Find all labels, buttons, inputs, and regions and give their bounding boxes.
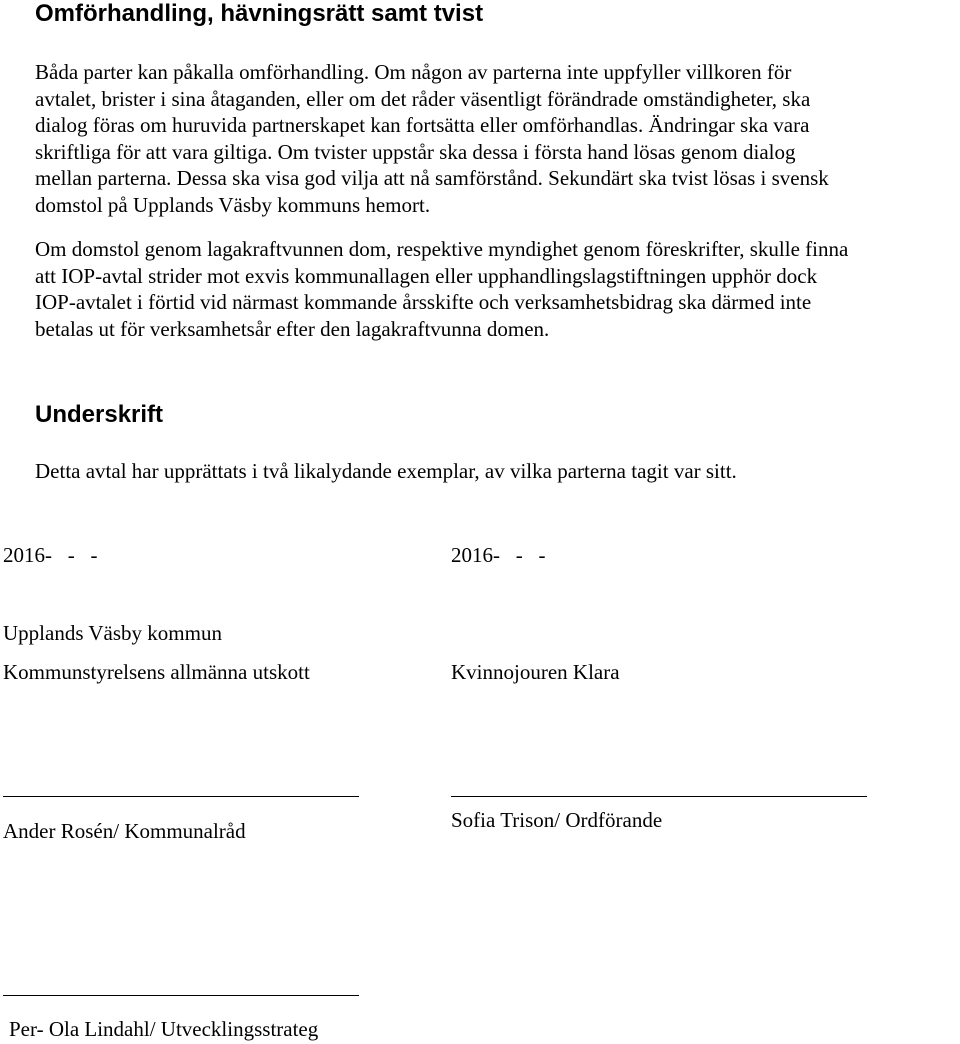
date-field-left: 2016- - - bbox=[3, 543, 98, 567]
paragraph-line: domstol på Upplands Väsby kommuns hemort. bbox=[35, 192, 431, 217]
paragraph-court-ruling bbox=[35, 236, 848, 342]
party-name-organization: Kvinnojouren Klara bbox=[451, 660, 620, 684]
signer-name-left-1: Ander Rosén/ Kommunalråd bbox=[3, 819, 246, 843]
party-department: Kommunstyrelsens allmänna utskott bbox=[3, 660, 310, 684]
paragraph-line: dialog föras om huruvida partnerskapet kan fortsätta eller omförhandlas. Ändringar ska vara bbox=[35, 113, 810, 137]
party-name-municipality: Upplands Väsby kommun bbox=[3, 621, 222, 645]
signer-name-left-2: Per- Ola Lindahl/ Utvecklingsstrateg bbox=[9, 1017, 319, 1041]
paragraph-line: avtalet, brister i sina åtaganden, eller om det råder väsentligt förändrade omständigheter, ska bbox=[35, 86, 811, 111]
signature-line-left-1 bbox=[3, 796, 359, 797]
section-heading-signature: Underskrift bbox=[35, 401, 164, 428]
paragraph-renegotiation bbox=[35, 59, 829, 218]
signature-line-left-2 bbox=[3, 995, 359, 996]
date-field-right: 2016- - - bbox=[451, 543, 546, 567]
paragraph-line: mellan parterna. Dessa ska visa god vilja att nå samförstånd. Sekundärt ska tvist lösas i svensk bbox=[35, 166, 829, 190]
signature-line-right-1 bbox=[451, 796, 867, 797]
paragraph-line: Båda parter kan påkalla omförhandling. Om någon av parterna inte uppfyller villkoren för bbox=[35, 60, 792, 84]
paragraph-line: Om domstol genom lagakraftvunnen dom, respektive myndighet genom föreskrifter, skulle finna bbox=[35, 237, 849, 261]
paragraph-line: skriftliga för att vara giltiga. Om tvister uppstår ska dessa i första hand lösas genom dialog bbox=[35, 139, 796, 164]
paragraph-line: betalas ut för verksamhetsår efter den lagakraftvunna domen. bbox=[35, 316, 550, 341]
paragraph-line: IOP-avtalet i förtid vid närmast kommande årsskifte och verksamhetsbidrag ska därmed inte bbox=[35, 290, 812, 314]
paragraph-line: att IOP-avtal strider mot exvis kommunallagen eller upphandlingslagstiftningen upphör dock bbox=[35, 263, 818, 288]
signer-name-right-1: Sofia Trison/ Ordförande bbox=[451, 808, 663, 832]
signature-intro: Detta avtal har upprättats i två likalydande exemplar, av vilka parterna tagit var sitt. bbox=[35, 459, 737, 483]
section-heading-renegotiation: Omförhandling, hävningsrätt samt tvist bbox=[35, 0, 484, 27]
